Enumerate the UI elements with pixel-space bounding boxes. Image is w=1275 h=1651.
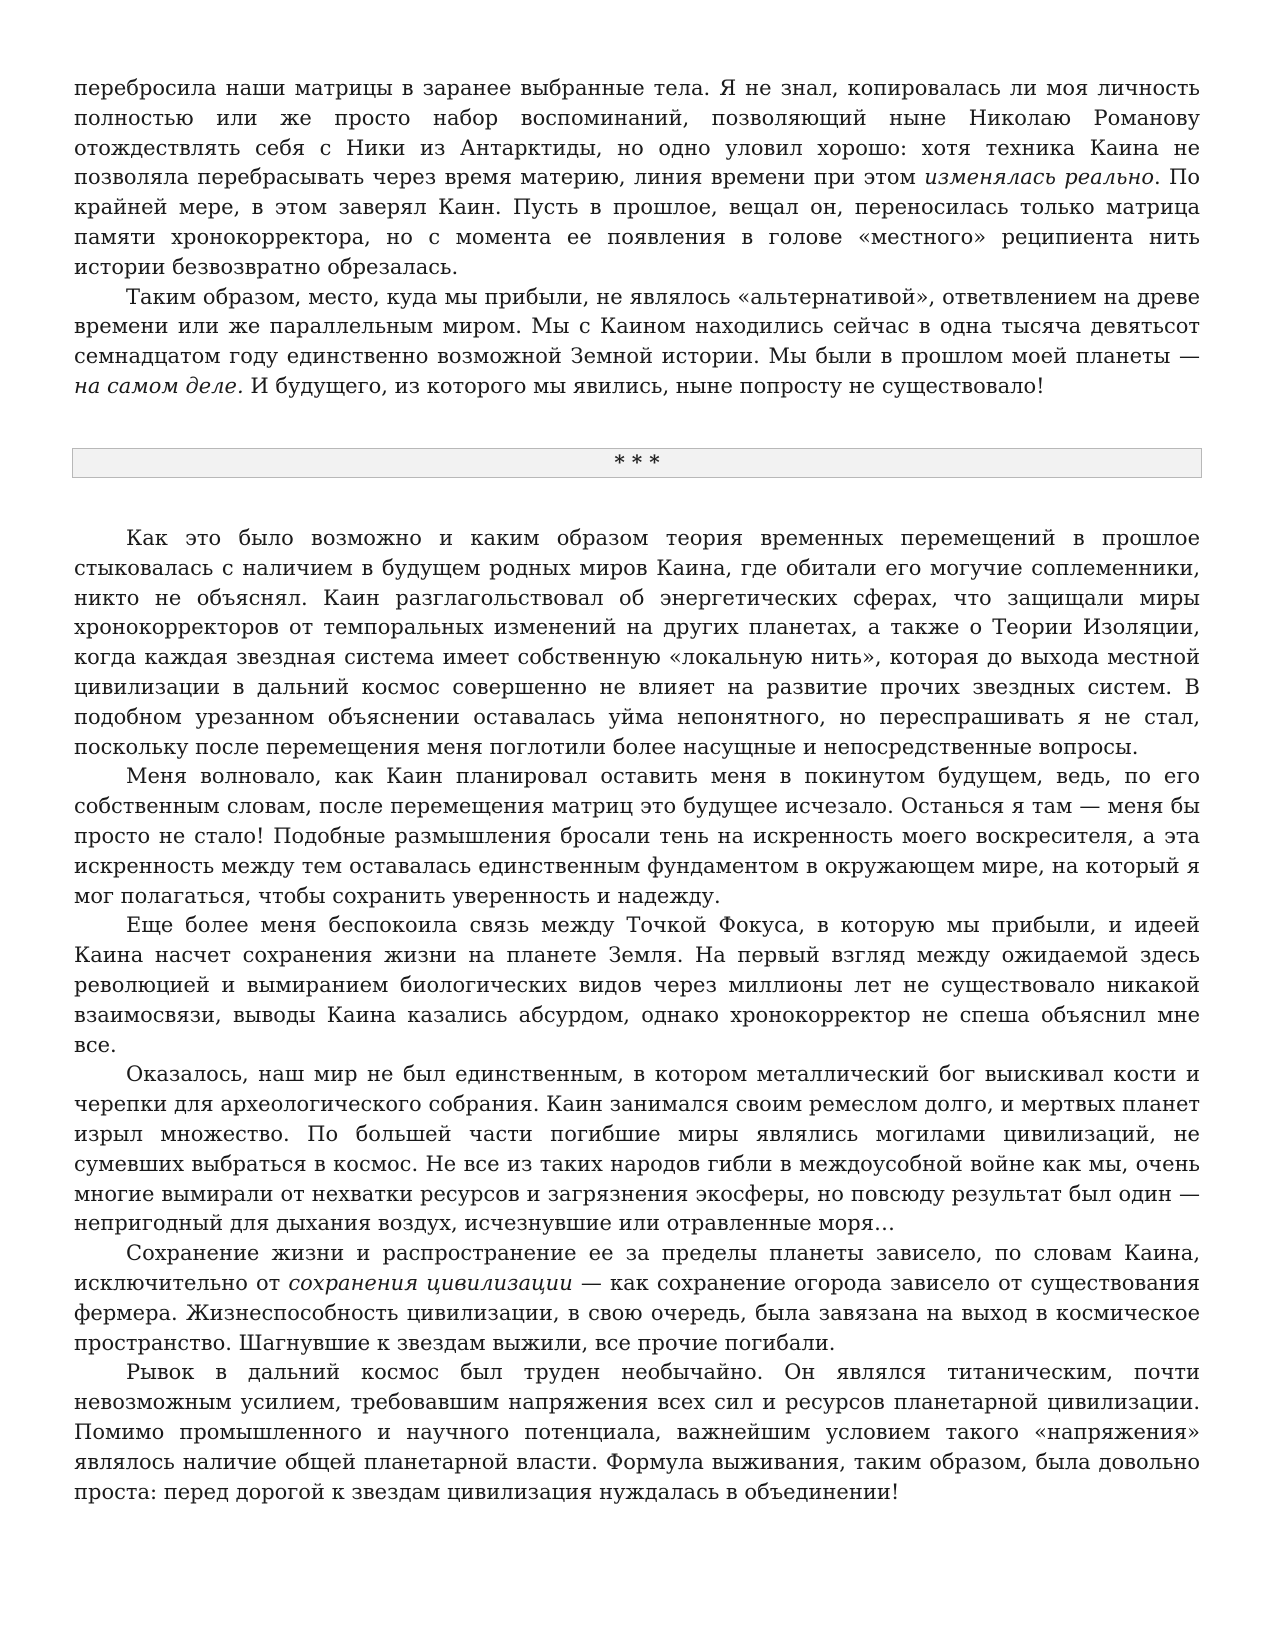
section-after-break — [74, 524, 1200, 1507]
paragraph-2-emphasis: на самом деле. — [74, 373, 244, 398]
paragraph-6: Оказалось, наш мир не был единственным, в котором металлический бог выискивал кости и черепки для археологического собрания. Каин занимался своим ремеслом долго, и мертвых планет изрыл множество. По большей части погибшие миры являлись могилами цивилизаций, не сумевших выбраться в космос. Не все из таких народов гибли в междоусобной войне как мы, очень многие вымирали от нехватки ресурсов и загрязнения экосферы, но повсюду результат был один — непригодный для дыхания воздух, исчезнувшие или отравленные моря… — [74, 1062, 1200, 1236]
paragraph-5: Еще более меня беспокоила связь между Точкой Фокуса, в которую мы прибыли, и идеей Каина насчет сохранения жизни на планете Земля. На первый взгляд между ожидаемой здесь революцией и вымиранием биологических видов через миллионы лет не существовало никакой взаимосвязи, выводы Каина казались абсурдом, однако хронокорректор не спеша объяснил мне все. — [74, 913, 1200, 1057]
paragraph-7 — [74, 1239, 1200, 1358]
paragraph-2-text-end: И будущего, из которого мы явились, ныне попросту не существовало! — [243, 373, 1045, 398]
paragraph-1-emphasis: изменялась реально — [924, 165, 1154, 190]
paragraph-2 — [74, 283, 1200, 402]
paragraph-3: Как это было возможно и каким образом теория временных перемещений в прошлое стыковалась с наличием в будущем родных миров Каина, где обитали его могучие соплеменники, никто не объяснял. Каин разглагольствовал об энергетических сферах, что защищали миры хронокорректоров от темпоральных изменений на других планетах, а также о Теории Изоляции, когда каждая звездная система имеет собственную «локальную нить», которая до выхода местной цивилизации в дальний космос совершенно не влияет на развитие прочих звездных систем. В подобном урезанном объяснении оставалась уйма непонятного, но переспрашивать я не стал, поскольку после перемещения меня поглотили более насущные и непосредственные вопросы. — [74, 526, 1200, 759]
paragraph-7-text: Сохранение жизни и распространение ее за пределы планеты зависело, по словам Каина, исключительно от — [74, 1241, 1200, 1295]
paragraph-1-text-end: . По крайней мере, в этом заверял Каин. Пусть в прошлое, вещал он, переносилась только матрица памяти хронокорректора, но с момента ее появления в голове «местного» реципиента нить истории безвозвратно обрезалась. — [74, 165, 1200, 279]
paragraph-4: Меня волновало, как Каин планировал оставить меня в покинутом будущем, ведь, по его собственным словам, после перемещения матриц это будущее исчезало. Останься я там — меня бы просто не стало! Подобные размышления бросали тень на искренность моего воскресителя, а эта искренность между тем оставалась единственным фундаментом в окружающем мире, на который я мог полагаться, чтобы сохранить уверенность и надежду. — [74, 764, 1200, 908]
section-before-break — [74, 74, 1200, 402]
paragraph-7-emphasis: сохранения цивилизации — [288, 1270, 573, 1295]
paragraph-7-text-end: — как сохранение огорода зависело от существования фермера. Жизнеспособность цивилизации, в свою очередь, была завязана на выход в космическое пространство. Шагнувшие к звездам выжили, все прочие погибали. — [74, 1270, 1200, 1355]
paragraph-1-text: перебросила наши матрицы в заранее выбранные тела. Я не знал, копировалась ли моя личность полностью или же просто набор воспоминаний, позволяющий ныне Николаю Романову отождествлять себя с Ники из Антарктиды, но одно уловил хорошо: хотя техника Каина не позволяла перебрасывать через время материю, линия времени при этом — [74, 76, 1200, 190]
scene-break-separator: * * * — [72, 448, 1202, 478]
paragraph-1 — [74, 74, 1200, 283]
paragraph-8: Рывок в дальний космос был труден необычайно. Он являлся титаническим, почти невозможным усилием, требовавшим напряжения всех сил и ресурсов планетарной цивилизации. Помимо промышленного и научного потенциала, важнейшим условием такого «напряжения» являлось наличие общей планетарной власти. Формула выживания, таким образом, была довольно проста: перед дорогой к звездам цивилизация нуждалась в объединении! — [74, 1360, 1200, 1504]
paragraph-2-text: Таким образом, место, куда мы прибыли, не являлось «альтернативой», ответвлением на древе времени или же параллельным миром. Мы с Каином находились сейчас в одна тысяча девятьсот семнадцатом году единственно возможной Земной истории. Мы были в прошлом моей планеты — — [74, 284, 1200, 369]
